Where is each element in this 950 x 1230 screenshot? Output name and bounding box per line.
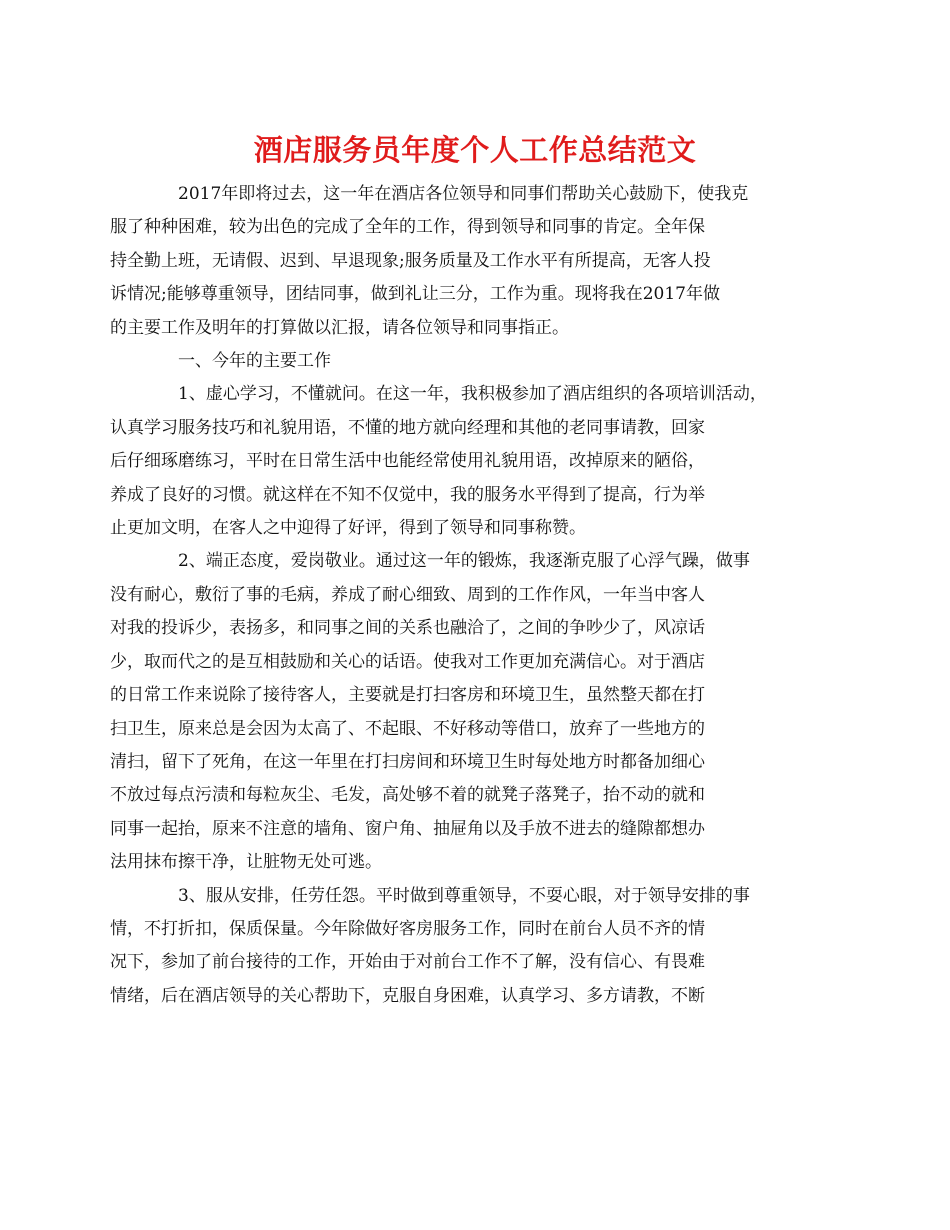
text-line: 1、虚心学习，不懂就问。在这一年，我积极参加了酒店组织的各项培训活动， xyxy=(178,384,767,405)
text-line: 没有耐心，敷衍了事的毛病，养成了耐心细致、周到的工作作风，一年当中客人 xyxy=(110,584,705,605)
text-line: 不放过每点污渍和每粒灰尘、毛发，高处够不着的就凳子落凳子，抬不动的就和 xyxy=(110,785,705,806)
document-title: 酒店服务员年度个人工作总结范文 xyxy=(253,133,697,167)
document-body xyxy=(110,178,812,1013)
text-line: 止更加文明，在客人之中迎得了好评，得到了领导和同事称赞。 xyxy=(110,518,586,539)
text-line: 情绪，后在酒店领导的关心帮助下，克服自身困难，认真学习、多方请教，不断 xyxy=(110,985,705,1006)
text-line: 的日常工作来说除了接待客人，主要就是打扫客房和环境卫生，虽然整天都在打 xyxy=(110,685,705,706)
text-line: 持全勤上班，无请假、迟到、早退现象;服务质量及工作水平有所提高，无客人投 xyxy=(110,250,711,271)
text-line: 对我的投诉少，表扬多，和同事之间的关系也融洽了，之间的争吵少了，风凉话 xyxy=(110,618,705,639)
paragraph-item-1 xyxy=(110,378,812,545)
text-line: 的主要工作及明年的打算做以汇报，请各位领导和同事指正。 xyxy=(110,317,569,338)
paragraph-item-2 xyxy=(110,545,812,879)
text-line: 3、服从安排，任劳任怨。平时做到尊重领导，不耍心眼，对于领导安排的事 xyxy=(178,885,750,906)
text-line: 少，取而代之的是互相鼓励和关心的话语。使我对工作更加充满信心。对于酒店 xyxy=(110,651,705,672)
text-line: 2、端正态度，爱岗敬业。通过这一年的锻炼，我逐渐克服了心浮气躁，做事 xyxy=(178,551,750,572)
text-line: 诉情况;能够尊重领导，团结同事，做到礼让三分，工作为重。现将我在2017年做 xyxy=(110,284,720,305)
text-line: 2017年即将过去，这一年在酒店各位领导和同事们帮助关心鼓励下，使我克 xyxy=(178,184,749,204)
text-line: 后仔细琢磨练习，平时在日常生活中也能经常使用礼貌用语，改掉原来的陋俗， xyxy=(110,451,705,472)
paragraph-item-3 xyxy=(110,880,812,1014)
text-line: 情，不打折扣，保质保量。今年除做好客房服务工作，同时在前台人员不齐的情 xyxy=(110,918,705,939)
text-line: 法用抹布擦干净，让脏物无处可逃。 xyxy=(110,852,382,873)
text-line: 服了种种困难，较为出色的完成了全年的工作，得到领导和同事的肯定。全年保 xyxy=(110,217,705,238)
text-line: 扫卫生，原来总是会因为太高了、不起眼、不好移动等借口，放弃了一些地方的 xyxy=(110,718,705,739)
text-line: 养成了良好的习惯。就这样在不知不仅觉中，我的服务水平得到了提高，行为举 xyxy=(110,484,705,505)
text-line: 同事一起抬，原来不注意的墙角、窗户角、抽屉角以及手放不进去的缝隙都想办 xyxy=(110,818,705,839)
text-line: 认真学习服务技巧和礼貌用语，不懂的地方就向经理和其他的老同事请教，回家 xyxy=(110,417,705,438)
paragraph-intro xyxy=(110,178,812,345)
text-line: 况下，参加了前台接待的工作，开始由于对前台工作不了解，没有信心、有畏难 xyxy=(110,952,705,973)
text-line: 一、今年的主要工作 xyxy=(178,351,331,372)
section-heading xyxy=(144,345,812,378)
text-line: 清扫，留下了死角，在这一年里在打扫房间和环境卫生时每处地方时都备加细心 xyxy=(110,751,705,772)
